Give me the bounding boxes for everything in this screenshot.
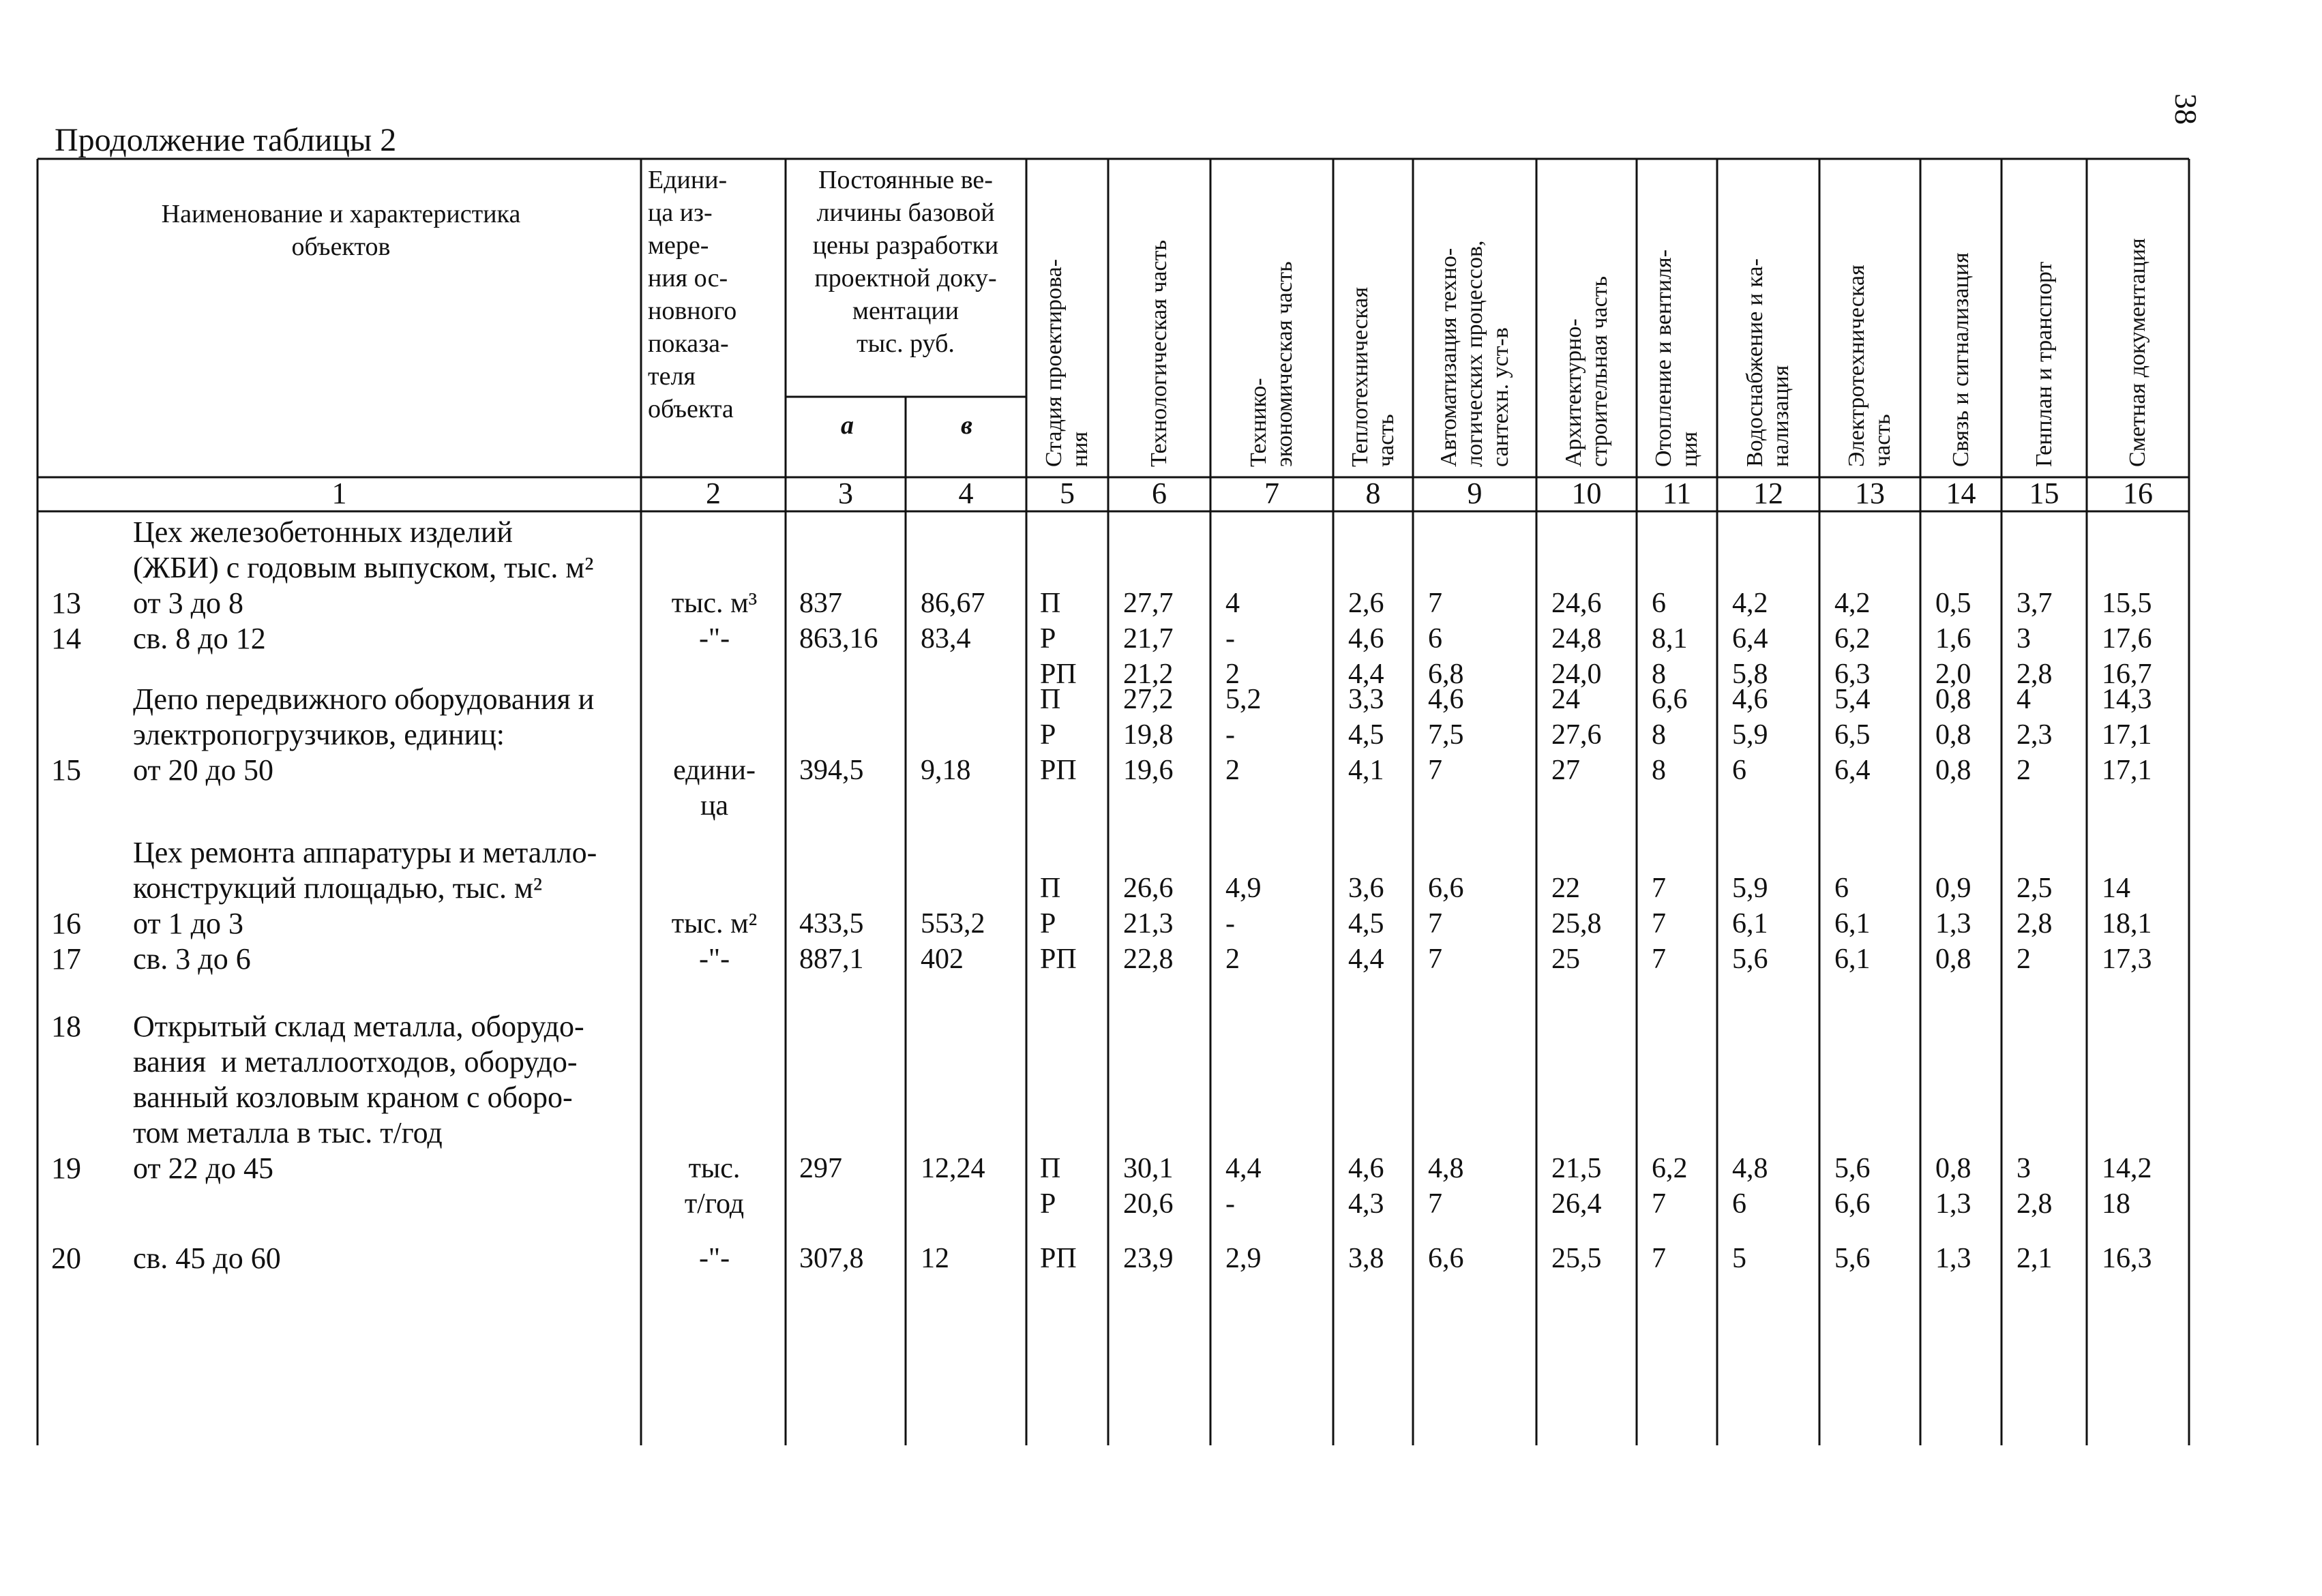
value-col-7: 2 — [1225, 659, 1240, 690]
row-description: от 20 до 50 — [133, 753, 274, 787]
column-number-11: 11 — [1662, 477, 1692, 510]
stage-cell: П — [1040, 588, 1061, 619]
value-col-9: 7 — [1428, 1188, 1442, 1220]
value-col-6: 27,7 — [1123, 588, 1174, 619]
vertical-header-7: Технико- экономическая часть — [1246, 261, 1297, 467]
value-col-12: 6 — [1732, 1188, 1746, 1220]
value-col-13: 6,4 — [1834, 755, 1871, 786]
value-col-15: 3 — [2016, 1153, 2031, 1184]
row-number: 13 — [51, 586, 81, 620]
value-col-11: 6,2 — [1652, 1153, 1688, 1184]
value-col-7: 4,9 — [1225, 873, 1262, 904]
value-col-14: 0,8 — [1935, 944, 1971, 975]
value-col-14: 0,9 — [1935, 873, 1971, 904]
value-col-16: 14,2 — [2102, 1153, 2152, 1184]
group-title-line: Депо передвижного оборудования и — [133, 682, 595, 716]
value-col-6: 27,2 — [1123, 684, 1174, 715]
group-title-line: электропогрузчиков, единиц: — [133, 718, 505, 751]
value-col-15: 2,1 — [2016, 1243, 2053, 1274]
header-sub-b: в — [961, 411, 972, 440]
header-name: Наименование и характеристика объектов — [161, 200, 521, 261]
value-col-8: 4,5 — [1348, 719, 1384, 751]
value-col-12: 5,8 — [1732, 659, 1768, 690]
value-col-9: 7 — [1428, 908, 1442, 939]
value-col-13: 6,1 — [1834, 908, 1871, 939]
value-b: 9,18 — [921, 755, 971, 786]
value-b: 12 — [921, 1243, 949, 1274]
row-number: 15 — [51, 753, 81, 787]
vertical-header-16: Сметная документация — [2125, 238, 2150, 467]
value-col-13: 6,6 — [1834, 1188, 1871, 1220]
value-col-13: 6 — [1834, 873, 1849, 904]
value-col-12: 6,1 — [1732, 908, 1768, 939]
value-col-13: 5,6 — [1834, 1243, 1871, 1274]
value-col-8: 4,1 — [1348, 755, 1384, 786]
value-col-6: 19,8 — [1123, 719, 1174, 751]
value-col-12: 5,9 — [1732, 873, 1768, 904]
value-col-12: 4,6 — [1732, 684, 1768, 715]
vertical-header-14: Связь и сигнализация — [1948, 252, 1974, 467]
value-col-8: 3,3 — [1348, 684, 1384, 715]
value-col-12: 4,8 — [1732, 1153, 1768, 1184]
value-col-7: 4 — [1225, 588, 1240, 619]
value-col-15: 2 — [2016, 944, 2031, 975]
value-col-8: 4,3 — [1348, 1188, 1384, 1220]
group-title-line: ванный козловым краном с оборо- — [133, 1081, 573, 1114]
unit-cell: тыс. м² — [671, 908, 758, 939]
column-number-16: 16 — [2123, 477, 2153, 510]
value-col-10: 27,6 — [1551, 719, 1602, 751]
value-col-10: 25 — [1551, 944, 1580, 975]
value-col-6: 22,8 — [1123, 944, 1174, 975]
value-col-11: 7 — [1652, 873, 1666, 904]
stage-cell: РП — [1040, 1243, 1077, 1274]
stage-cell: РП — [1040, 659, 1077, 690]
stage-cell: Р — [1040, 1188, 1056, 1220]
value-col-10: 24 — [1551, 684, 1580, 715]
value-col-8: 4,4 — [1348, 944, 1384, 975]
value-col-7: 5,2 — [1225, 684, 1262, 715]
value-col-15: 2,5 — [2016, 873, 2053, 904]
column-number-13: 13 — [1855, 477, 1885, 510]
value-col-15: 2,8 — [2016, 1188, 2053, 1220]
value-a: 837 — [799, 588, 842, 619]
value-col-12: 6 — [1732, 755, 1746, 786]
value-col-11: 6,6 — [1652, 684, 1688, 715]
value-col-10: 24,0 — [1551, 659, 1602, 690]
value-a: 887,1 — [799, 944, 864, 975]
vertical-header-9: Автоматизация техно- логических процессов, сантехн. уст-в — [1435, 240, 1513, 467]
row-number: 16 — [51, 907, 81, 940]
vertical-header-11: Отопление и вентиля- ция — [1651, 249, 1702, 467]
value-a: 433,5 — [799, 908, 864, 939]
stage-cell: РП — [1040, 944, 1077, 975]
value-col-15: 2,8 — [2016, 908, 2053, 939]
value-col-7: - — [1225, 623, 1235, 654]
vertical-header-13: Электротехническая часть — [1844, 265, 1895, 467]
value-col-14: 1,6 — [1935, 623, 1971, 654]
value-col-16: 18 — [2102, 1188, 2130, 1220]
value-col-12: 5,9 — [1732, 719, 1768, 751]
value-col-15: 3,7 — [2016, 588, 2053, 619]
vertical-header-6: Технологическая часть — [1146, 240, 1172, 467]
value-col-6: 23,9 — [1123, 1243, 1174, 1274]
column-number-8: 8 — [1365, 477, 1381, 510]
unit-cell: тыс. м³ — [671, 588, 758, 619]
column-number-2: 2 — [706, 477, 721, 510]
value-col-7: 4,4 — [1225, 1153, 1262, 1184]
row-description: от 1 до 3 — [133, 907, 244, 940]
value-b: 83,4 — [921, 623, 971, 654]
value-a: 297 — [799, 1153, 842, 1184]
value-col-13: 5,4 — [1834, 684, 1871, 715]
value-col-14: 0,8 — [1935, 684, 1971, 715]
row-number: 20 — [51, 1241, 81, 1275]
value-col-16: 17,1 — [2102, 719, 2152, 751]
value-col-11: 7 — [1652, 1188, 1666, 1220]
value-col-6: 19,6 — [1123, 755, 1174, 786]
header-const: Постоянные ве- личины базовой цены разработки проектной доку- ментации тыс. руб. — [812, 166, 999, 358]
row-number: 17 — [51, 942, 81, 976]
value-col-11: 7 — [1652, 944, 1666, 975]
value-col-7: 2 — [1225, 755, 1240, 786]
unit-cell: -"- — [698, 623, 730, 654]
row-number: 14 — [51, 622, 81, 655]
value-col-8: 2,6 — [1348, 588, 1384, 619]
value-b: 553,2 — [921, 908, 985, 939]
value-col-9: 6 — [1428, 623, 1442, 654]
value-col-14: 1,3 — [1935, 1188, 1971, 1220]
value-col-13: 6,2 — [1834, 623, 1871, 654]
value-col-14: 0,8 — [1935, 755, 1971, 786]
value-col-13: 5,6 — [1834, 1153, 1871, 1184]
page-number: 38 — [2169, 93, 2203, 125]
group-title-line: вания и металлоотходов, оборудо- — [133, 1045, 578, 1079]
value-col-8: 4,5 — [1348, 908, 1384, 939]
vertical-header-12: Водоснабжение и ка- нализация — [1742, 258, 1793, 467]
value-b: 402 — [921, 944, 964, 975]
value-col-12: 6,4 — [1732, 623, 1768, 654]
group-title-line: Цех ремонта аппаратуры и металло- — [133, 836, 597, 869]
header-sub-a: а — [841, 411, 854, 440]
value-col-11: 8 — [1652, 659, 1666, 690]
value-col-13: 6,1 — [1834, 944, 1871, 975]
value-col-8: 4,4 — [1348, 659, 1384, 690]
value-col-14: 1,3 — [1935, 1243, 1971, 1274]
value-col-10: 27 — [1551, 755, 1580, 786]
column-number-4: 4 — [958, 477, 974, 510]
column-number-15: 15 — [2029, 477, 2059, 510]
unit-cell: -"- — [698, 1243, 730, 1274]
vertical-header-5: Стадия проектирова- ния — [1041, 258, 1092, 467]
stage-cell: П — [1040, 1153, 1061, 1184]
value-col-10: 25,5 — [1551, 1243, 1602, 1274]
value-col-14: 2,0 — [1935, 659, 1971, 690]
unit-cell: едини- ца — [673, 755, 756, 822]
value-col-11: 8,1 — [1652, 623, 1688, 654]
value-col-9: 7 — [1428, 944, 1442, 975]
value-col-15: 2,8 — [2016, 659, 2053, 690]
unit-cell: тыс. т/год — [684, 1153, 745, 1220]
value-col-14: 0,5 — [1935, 588, 1971, 619]
column-number-14: 14 — [1946, 477, 1976, 510]
stage-cell: РП — [1040, 755, 1077, 786]
value-col-16: 14,3 — [2102, 684, 2152, 715]
column-number-10: 10 — [1571, 477, 1602, 510]
value-col-10: 26,4 — [1551, 1188, 1602, 1220]
value-col-15: 2 — [2016, 755, 2031, 786]
value-col-6: 20,6 — [1123, 1188, 1174, 1220]
value-col-9: 4,8 — [1428, 1153, 1464, 1184]
value-col-9: 6,8 — [1428, 659, 1464, 690]
unit-cell: -"- — [698, 944, 730, 975]
value-col-6: 21,2 — [1123, 659, 1174, 690]
group-title-line: том металла в тыс. т/год — [133, 1116, 443, 1149]
row-number: 18 — [51, 1010, 81, 1043]
group-title-line: (ЖБИ) с годовым выпуском, тыс. м² — [133, 551, 594, 584]
value-col-7: 2,9 — [1225, 1243, 1262, 1274]
value-col-11: 8 — [1652, 719, 1666, 751]
value-col-10: 24,8 — [1551, 623, 1602, 654]
value-col-15: 2,3 — [2016, 719, 2053, 751]
value-col-16: 17,1 — [2102, 755, 2152, 786]
column-number-1: 1 — [331, 477, 347, 510]
stage-cell: Р — [1040, 908, 1056, 939]
row-description: св. 3 до 6 — [133, 942, 251, 976]
value-col-9: 7,5 — [1428, 719, 1464, 751]
value-col-10: 25,8 — [1551, 908, 1602, 939]
column-number-7: 7 — [1264, 477, 1279, 510]
value-a: 863,16 — [799, 623, 878, 654]
value-col-9: 4,6 — [1428, 684, 1464, 715]
group-title-line: конструкций площадью, тыс. м² — [133, 871, 543, 905]
row-number: 19 — [51, 1151, 81, 1185]
value-b: 12,24 — [921, 1153, 985, 1184]
header-unit: Едини- ца из- мере- ния ос- новного показа- теля объекта — [648, 166, 737, 423]
column-number-5: 5 — [1060, 477, 1075, 510]
value-col-7: 2 — [1225, 944, 1240, 975]
value-col-14: 1,3 — [1935, 908, 1971, 939]
value-col-15: 3 — [2016, 623, 2031, 654]
value-col-8: 3,6 — [1348, 873, 1384, 904]
value-col-16: 16,3 — [2102, 1243, 2152, 1274]
value-col-8: 4,6 — [1348, 623, 1384, 654]
vertical-header-8: Теплотехническая часть — [1347, 286, 1399, 467]
value-b: 86,67 — [921, 588, 985, 619]
value-col-12: 4,2 — [1732, 588, 1768, 619]
value-a: 394,5 — [799, 755, 864, 786]
value-col-16: 14 — [2102, 873, 2130, 904]
value-a: 307,8 — [799, 1243, 864, 1274]
stage-cell: Р — [1040, 623, 1056, 654]
value-col-9: 7 — [1428, 588, 1442, 619]
row-description: от 22 до 45 — [133, 1151, 274, 1185]
column-number-12: 12 — [1753, 477, 1783, 510]
value-col-12: 5 — [1732, 1243, 1746, 1274]
value-col-7: - — [1225, 1188, 1235, 1220]
value-col-6: 26,6 — [1123, 873, 1174, 904]
value-col-7: - — [1225, 719, 1235, 751]
value-col-11: 6 — [1652, 588, 1666, 619]
value-col-9: 6,6 — [1428, 873, 1464, 904]
table-caption: Продолжение таблицы 2 — [55, 122, 397, 158]
column-number-9: 9 — [1467, 477, 1483, 510]
value-col-16: 18,1 — [2102, 908, 2152, 939]
value-col-8: 3,8 — [1348, 1243, 1384, 1274]
value-col-13: 6,3 — [1834, 659, 1871, 690]
value-col-7: - — [1225, 908, 1235, 939]
value-col-11: 7 — [1652, 908, 1666, 939]
stage-cell: П — [1040, 873, 1061, 904]
column-number-3: 3 — [838, 477, 853, 510]
column-number-6: 6 — [1152, 477, 1167, 510]
group-title-line: Цех железобетонных изделий — [133, 515, 513, 549]
value-col-11: 7 — [1652, 1243, 1666, 1274]
value-col-16: 17,3 — [2102, 944, 2152, 975]
value-col-6: 21,7 — [1123, 623, 1174, 654]
value-col-9: 7 — [1428, 755, 1442, 786]
vertical-header-10: Архитектурно- строительная часть — [1560, 275, 1612, 467]
value-col-15: 4 — [2016, 684, 2031, 715]
value-col-10: 24,6 — [1551, 588, 1602, 619]
stage-cell: Р — [1040, 719, 1056, 751]
value-col-16: 16,7 — [2102, 659, 2152, 690]
group-title-line: Открытый склад металла, оборудо- — [133, 1010, 584, 1043]
value-col-13: 6,5 — [1834, 719, 1871, 751]
value-col-14: 0,8 — [1935, 719, 1971, 751]
value-col-11: 8 — [1652, 755, 1666, 786]
value-col-16: 15,5 — [2102, 588, 2152, 619]
row-description: св. 8 до 12 — [133, 622, 266, 655]
row-description: св. 45 до 60 — [133, 1241, 281, 1275]
value-col-6: 30,1 — [1123, 1153, 1174, 1184]
stage-cell: П — [1040, 684, 1061, 715]
value-col-10: 21,5 — [1551, 1153, 1602, 1184]
value-col-9: 6,6 — [1428, 1243, 1464, 1274]
value-col-14: 0,8 — [1935, 1153, 1971, 1184]
value-col-10: 22 — [1551, 873, 1580, 904]
vertical-header-15: Генплан и транспорт — [2031, 261, 2057, 467]
value-col-6: 21,3 — [1123, 908, 1174, 939]
value-col-12: 5,6 — [1732, 944, 1768, 975]
value-col-13: 4,2 — [1834, 588, 1871, 619]
value-col-8: 4,6 — [1348, 1153, 1384, 1184]
value-col-16: 17,6 — [2102, 623, 2152, 654]
row-description: от 3 до 8 — [133, 586, 244, 620]
